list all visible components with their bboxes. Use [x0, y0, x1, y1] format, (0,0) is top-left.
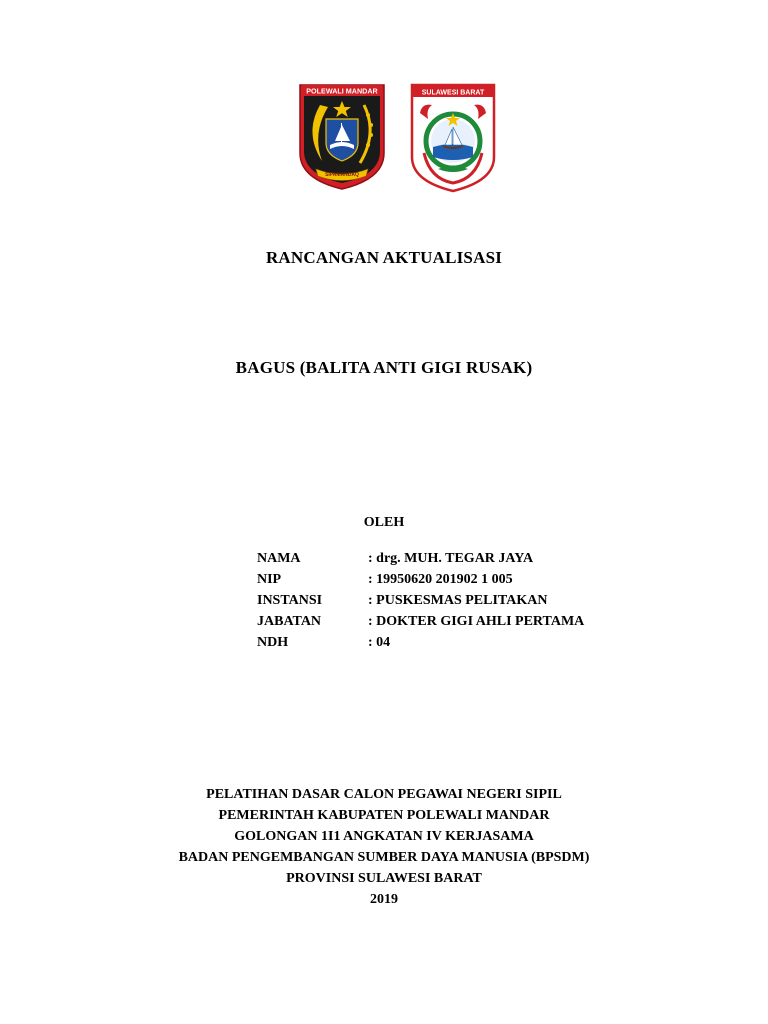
- right-emblem-banner-text: SULAWESI BARAT: [421, 89, 485, 97]
- author-row-ndh: [257, 632, 584, 653]
- footer-line: PELATIHAN DASAR CALON PEGAWAI NEGERI SIPIL: [206, 787, 562, 802]
- field-value: : 04: [368, 635, 391, 650]
- field-label: INSTANSI: [257, 593, 323, 608]
- footer-line: GOLONGAN 1I1 ANGKATAN IV KERJASAMA: [234, 829, 534, 844]
- left-emblem-motto-text: SIPAMANDAQ: [325, 172, 359, 178]
- author-row-instansi: [257, 590, 584, 611]
- field-label: JABATAN: [257, 614, 322, 629]
- author-info: [257, 548, 584, 653]
- footer-line: PROVINSI SULAWESI BARAT: [286, 871, 482, 886]
- by-label: OLEH: [363, 515, 405, 530]
- field-value: : 19950620 201902 1 005: [368, 572, 513, 587]
- institution-footer: [0, 784, 768, 910]
- field-value: : PUSKESMAS PELITAKAN: [368, 593, 548, 608]
- document-subtitle: BAGUS (BALITA ANTI GIGI RUSAK): [235, 358, 533, 377]
- author-row-name: [257, 548, 584, 569]
- field-label: NAMA: [257, 551, 301, 566]
- polewali-mandar-emblem: [298, 83, 386, 191]
- field-value: : DOKTER GIGI AHLI PERTAMA: [368, 614, 585, 629]
- sulawesi-barat-emblem: [410, 83, 496, 193]
- logos-row: [0, 83, 768, 193]
- author-row-nip: [257, 569, 584, 590]
- document-title: RANCANGAN AKTUALISASI: [265, 248, 503, 267]
- field-label: NIP: [257, 572, 282, 587]
- footer-line: BADAN PENGEMBANGAN SUMBER DAYA MANUSIA (BPSDM): [178, 850, 590, 865]
- field-label: NDH: [257, 635, 289, 650]
- field-value: : drg. MUH. TEGAR JAYA: [368, 551, 534, 566]
- footer-line: PEMERINTAH KABUPATEN POLEWALI MANDAR: [218, 808, 550, 823]
- left-emblem-banner-text: POLEWALI MANDAR: [306, 86, 378, 96]
- footer-year: 2019: [370, 892, 398, 907]
- author-row-jabatan: [257, 611, 584, 632]
